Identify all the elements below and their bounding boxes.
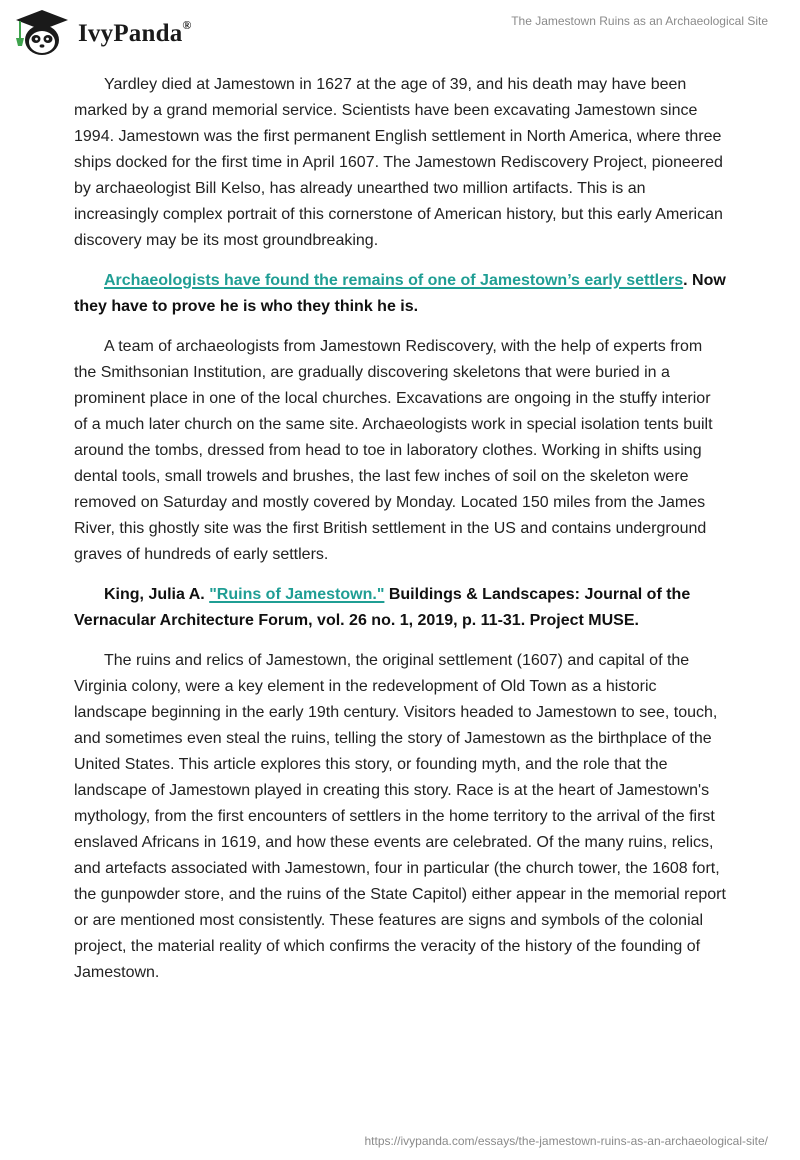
footer-url[interactable]: https://ivypanda.com/essays/the-jamestown-ruins-as-an-archaeological-site/ bbox=[364, 1134, 768, 1148]
source-link-2[interactable]: "Ruins of Jamestown." bbox=[209, 586, 385, 603]
brand-name: IvyPanda® bbox=[78, 17, 192, 47]
panda-graduation-cap-icon bbox=[12, 8, 72, 58]
paragraph-rediscovery: A team of archaeologists from Jamestown Rediscovery, with the help of experts from the Smithsonian Institution, are gradually discovering skeletons that were buried in a prominent place in one of the local churches. Excavations are ongoing in the stuffy interior of a much later church on the same site. Archaeologists work in special isolation tents built around the tombs, dressed from head to toe in laboratory clothes. Working in shifts using dental tools, small trowels and brushes, the last few inches of soil on the skeleton were removed on Saturday and mostly covered by Monday. Located 150 miles from the James River, this ghostly site was the first British settlement in the US and contains underground graves of hundreds of early settlers. bbox=[74, 338, 713, 563]
source-heading-1: Archaeologists have found the remains of one of Jamestown’s early settlers. Now they have to prove he is who they think he is. bbox=[74, 272, 726, 315]
source-heading-2: King, Julia A. "Ruins of Jamestown." Buildings & Landscapes: Journal of the Vernacular Architecture Forum, vol. 26 no. 1, 2019, p. 11-31. Project MUSE. bbox=[74, 586, 691, 629]
paragraph-yardley: Yardley died at Jamestown in 1627 at the age of 39, and his death may have been marked by a grand memorial service. Scientists have been excavating Jamestown since 1994. Jamestown was the first permanent English settlement in North America, where three ships docked for the first time in April 1607. The Jamestown Rediscovery Project, pioneered by archaeologist Bill Kelso, has already unearthed two million artifacts. This is an increasingly complex portrait of this cornerstone of American history, but this early American discovery may be its most groundbreaking. bbox=[74, 76, 723, 249]
source-link-1[interactable]: Archaeologists have found the remains of one of Jamestown’s early settlers bbox=[104, 272, 684, 289]
article-body bbox=[74, 72, 728, 1000]
page-header bbox=[0, 0, 800, 64]
logo[interactable] bbox=[12, 8, 212, 58]
document-title: The Jamestown Ruins as an Archaeological Site bbox=[511, 14, 768, 28]
paragraph-ruins: The ruins and relics of Jamestown, the original settlement (1607) and capital of the Virginia colony, were a key element in the redevelopment of Old Town as a historic landscape beginning in the early 19th century. Visitors headed to Jamestown to see, touch, and sometimes even steal the ruins, telling the story of Jamestown as the birthplace of the United States. This article explores this story, or founding myth, and the role that the landscape of Jamestown played in creating this story. Race is at the heart of Jamestown's mythology, from the first encounters of settlers in the home territory to the arrival of the first enslaved Africans in 1619, and how these events are celebrated. Of the many ruins, relics, and artefacts associated with Jamestown, four in particular (the church tower, the 1608 fort, the gunpowder store, and the ruins of the State Capitol) either appear in the memorial report or are mentioned most consistently. These features are signs and symbols of the colonial project, the material reality of which confirms the veracity of the history of the founding of Jamestown. bbox=[74, 652, 726, 981]
